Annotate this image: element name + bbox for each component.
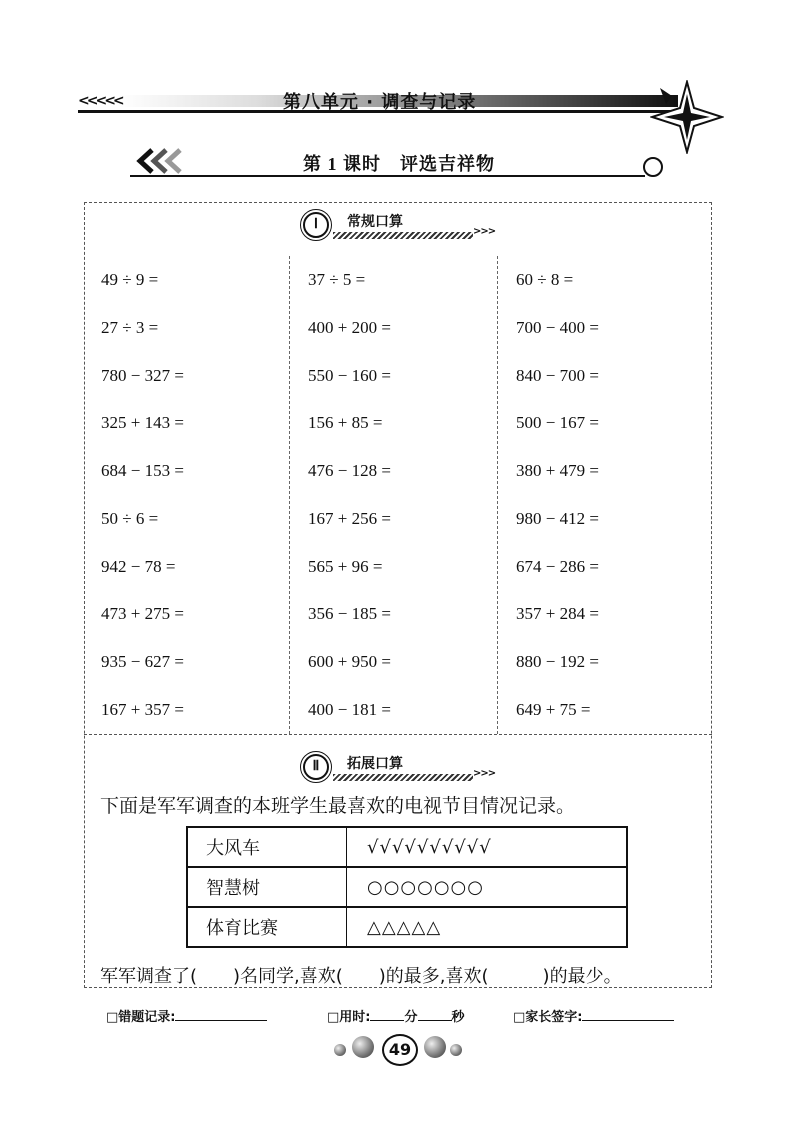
problem: 935 − 627 = [101,652,184,671]
problem: 684 − 153 = [101,461,184,480]
seconds-label: 秒 [451,1010,465,1025]
arrows-icon: >>> [473,226,496,237]
table-row [187,827,627,867]
problem: 980 − 412 = [516,509,599,528]
parent-sign-label: □家长签字: [513,1010,583,1025]
section-label: 常规口算 [347,214,403,230]
problem: 565 + 96 = [308,557,383,576]
stripe-decoration [333,232,473,239]
minutes-blank[interactable] [370,1008,404,1021]
dot-icon [352,1036,374,1058]
problem: 840 − 700 = [516,366,599,385]
problem: 167 + 357 = [101,700,184,719]
problem: 500 − 167 = [516,413,599,432]
section-1-header [303,212,503,242]
section-number-badge: Ⅱ [303,754,329,780]
seconds-blank[interactable] [418,1008,452,1021]
column-divider [289,256,290,734]
survey-table [186,826,628,948]
time-used-label: □用时: [327,1010,371,1025]
circle-icon [643,157,663,177]
problem: 156 + 85 = [308,413,383,432]
star-ornament-icon [650,80,724,154]
program-name: 大风车 [187,827,347,867]
section-label: 拓展口算 [347,756,403,772]
arrows-icon: >>> [473,768,496,779]
dot-icon [334,1044,346,1056]
lesson-underline [130,175,645,177]
lesson-chevron-icon [130,148,190,174]
problem: 325 + 143 = [101,413,184,432]
problem: 60 ÷ 8 = [516,270,574,289]
tally-marks: △△△△△ [347,907,628,947]
problem: 357 + 284 = [516,604,599,623]
table-row [187,867,627,907]
problem: 780 − 327 = [101,366,184,385]
page-number: 49 [382,1034,418,1066]
problem: 400 + 200 = [308,318,391,337]
problem: 700 − 400 = [516,318,599,337]
problem: 674 − 286 = [516,557,599,576]
tally-marks: √√√√√√√√√√ [347,827,628,867]
chevrons-icon: <<<<< [78,93,122,109]
section-2-header [303,754,503,784]
lesson-title: 第 1 课时 评选吉祥物 [303,154,495,174]
problem: 649 + 75 = [516,700,591,719]
fill-in-question: 军军调查了( )名同学,喜欢( )的最多,喜欢( )的最少。 [100,966,622,987]
error-record-label: □错题记录: [106,1010,176,1025]
parent-sign-blank[interactable] [582,1008,674,1021]
survey-intro: 下面是军军调查的本班学生最喜欢的电视节目情况记录。 [100,795,576,817]
problem: 49 ÷ 9 = [101,270,159,289]
problem: 37 ÷ 5 = [308,270,366,289]
tally-marks: ○○○○○○○ [347,867,628,907]
problem: 167 + 256 = [308,509,391,528]
page-number-ornament [330,1032,470,1068]
problem: 50 ÷ 6 = [101,509,159,528]
problem: 476 − 128 = [308,461,391,480]
error-record-field[interactable] [106,1006,267,1025]
problem: 600 + 950 = [308,652,391,671]
unit-title: 第八单元 · 调查与记录 [283,92,477,113]
dot-icon [424,1036,446,1058]
table-row [187,907,627,947]
problem: 380 + 479 = [516,461,599,480]
program-name: 体育比赛 [187,907,347,947]
dot-icon [450,1044,462,1056]
minutes-label: 分 [404,1010,418,1025]
section-divider [84,734,712,735]
problem: 400 − 181 = [308,700,391,719]
section-number-badge: Ⅰ [303,212,329,238]
problem: 356 − 185 = [308,604,391,623]
time-used-field[interactable] [327,1006,465,1025]
stripe-decoration [333,774,473,781]
problem: 942 − 78 = [101,557,176,576]
column-divider [497,256,498,734]
problem: 27 ÷ 3 = [101,318,159,337]
problem: 880 − 192 = [516,652,599,671]
problem: 473 + 275 = [101,604,184,623]
error-record-blank[interactable] [175,1008,267,1021]
problem: 550 − 160 = [308,366,391,385]
program-name: 智慧树 [187,867,347,907]
parent-sign-field[interactable] [513,1006,674,1025]
